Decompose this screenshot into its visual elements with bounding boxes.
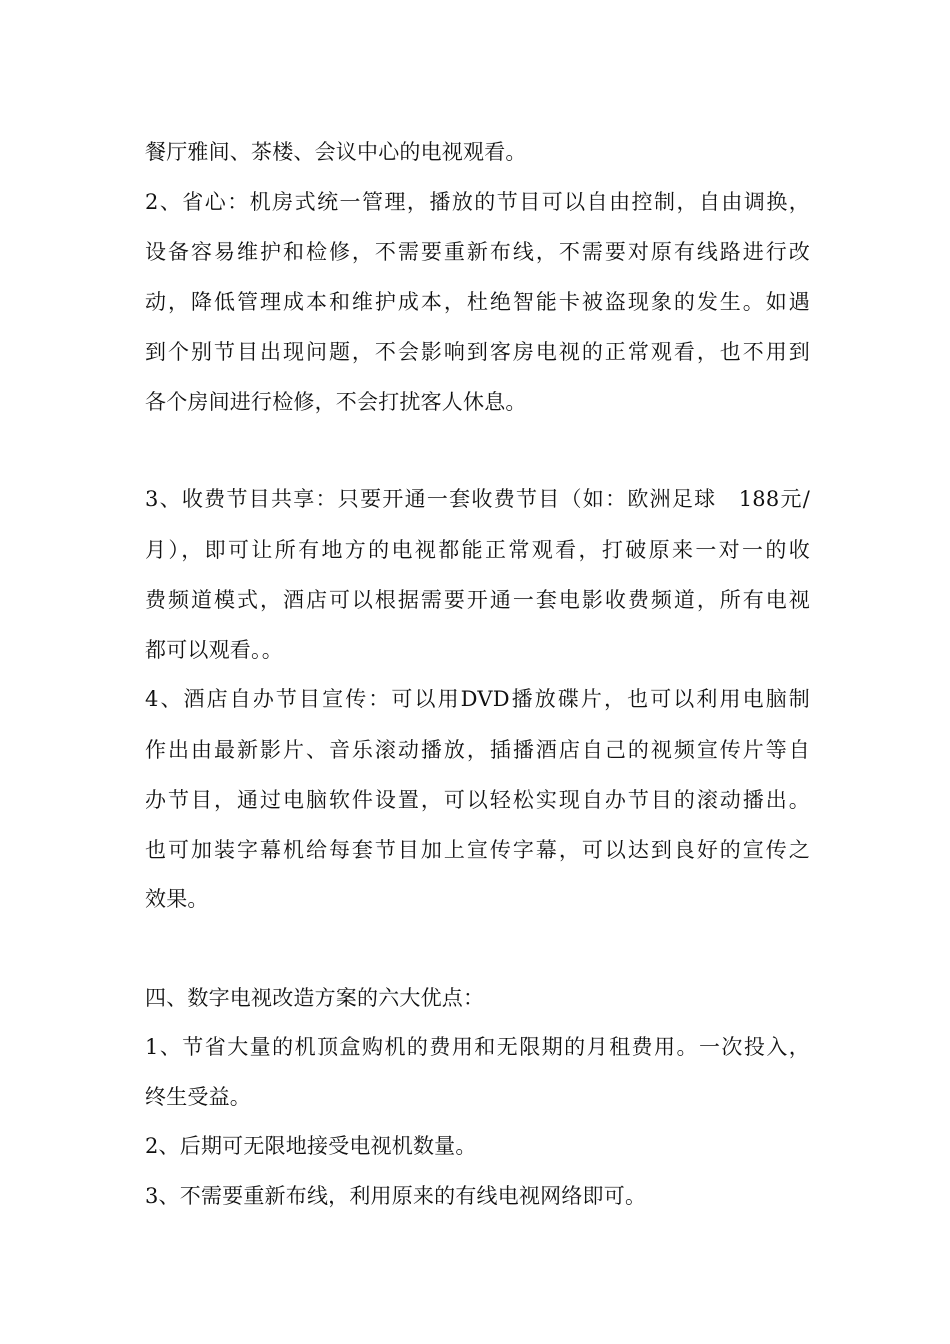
text-line: 各个房间进行检修，不会打扰客人休息。 [145, 390, 527, 414]
text-line: 餐厅雅间、茶楼、会议中心的电视观看。 [145, 140, 527, 164]
text-line: 月），即可让所有地方的电视都能正常观看，打破原来一对一的收 [145, 538, 810, 562]
text-line: 3、不需要重新布线，利用原来的有线电视网络即可。 [145, 1184, 647, 1208]
text-line: 都可以观看。。 [145, 638, 283, 662]
section-heading: 四、数字电视改造方案的六大优点： [145, 986, 485, 1010]
text-line: 4、酒店自办节目宣传：可以用DVD播放碟片，也可以利用电脑制 [145, 687, 810, 711]
text-line: 终生受益。 [145, 1085, 251, 1109]
text-line: 1、节省大量的机顶盒购机的费用和无限期的月租费用。一次投入， [145, 1035, 810, 1059]
text-line: 2、后期可无限地接受电视机数量。 [145, 1134, 477, 1158]
text-line: 效果。 [145, 887, 209, 911]
text-line: 也可加装字幕机给每套节目加上宣传字幕，可以达到良好的宣传之 [145, 838, 810, 862]
text-line: 到个别节目出现问题，不会影响到客房电视的正常观看，也不用到 [145, 340, 810, 364]
text-line: 办节目，通过电脑软件设置，可以轻松实现自办节目的滚动播出。 [145, 788, 810, 812]
text-line: 设备容易维护和检修，不需要重新布线，不需要对原有线路进行改 [145, 240, 810, 264]
text-line: 3、收费节目共享：只要开通一套收费节目（如：欧洲足球 188元/ [145, 487, 810, 511]
text-line: 动，降低管理成本和维护成本，杜绝智能卡被盗现象的发生。如遇 [145, 290, 810, 314]
text-line: 作出由最新影片、音乐滚动播放，插播酒店自己的视频宣传片等自 [145, 738, 810, 762]
text-line: 2、省心：机房式统一管理，播放的节目可以自由控制，自由调换， [145, 190, 810, 214]
text-line: 费频道模式，酒店可以根据需要开通一套电影收费频道，所有电视 [145, 588, 810, 612]
